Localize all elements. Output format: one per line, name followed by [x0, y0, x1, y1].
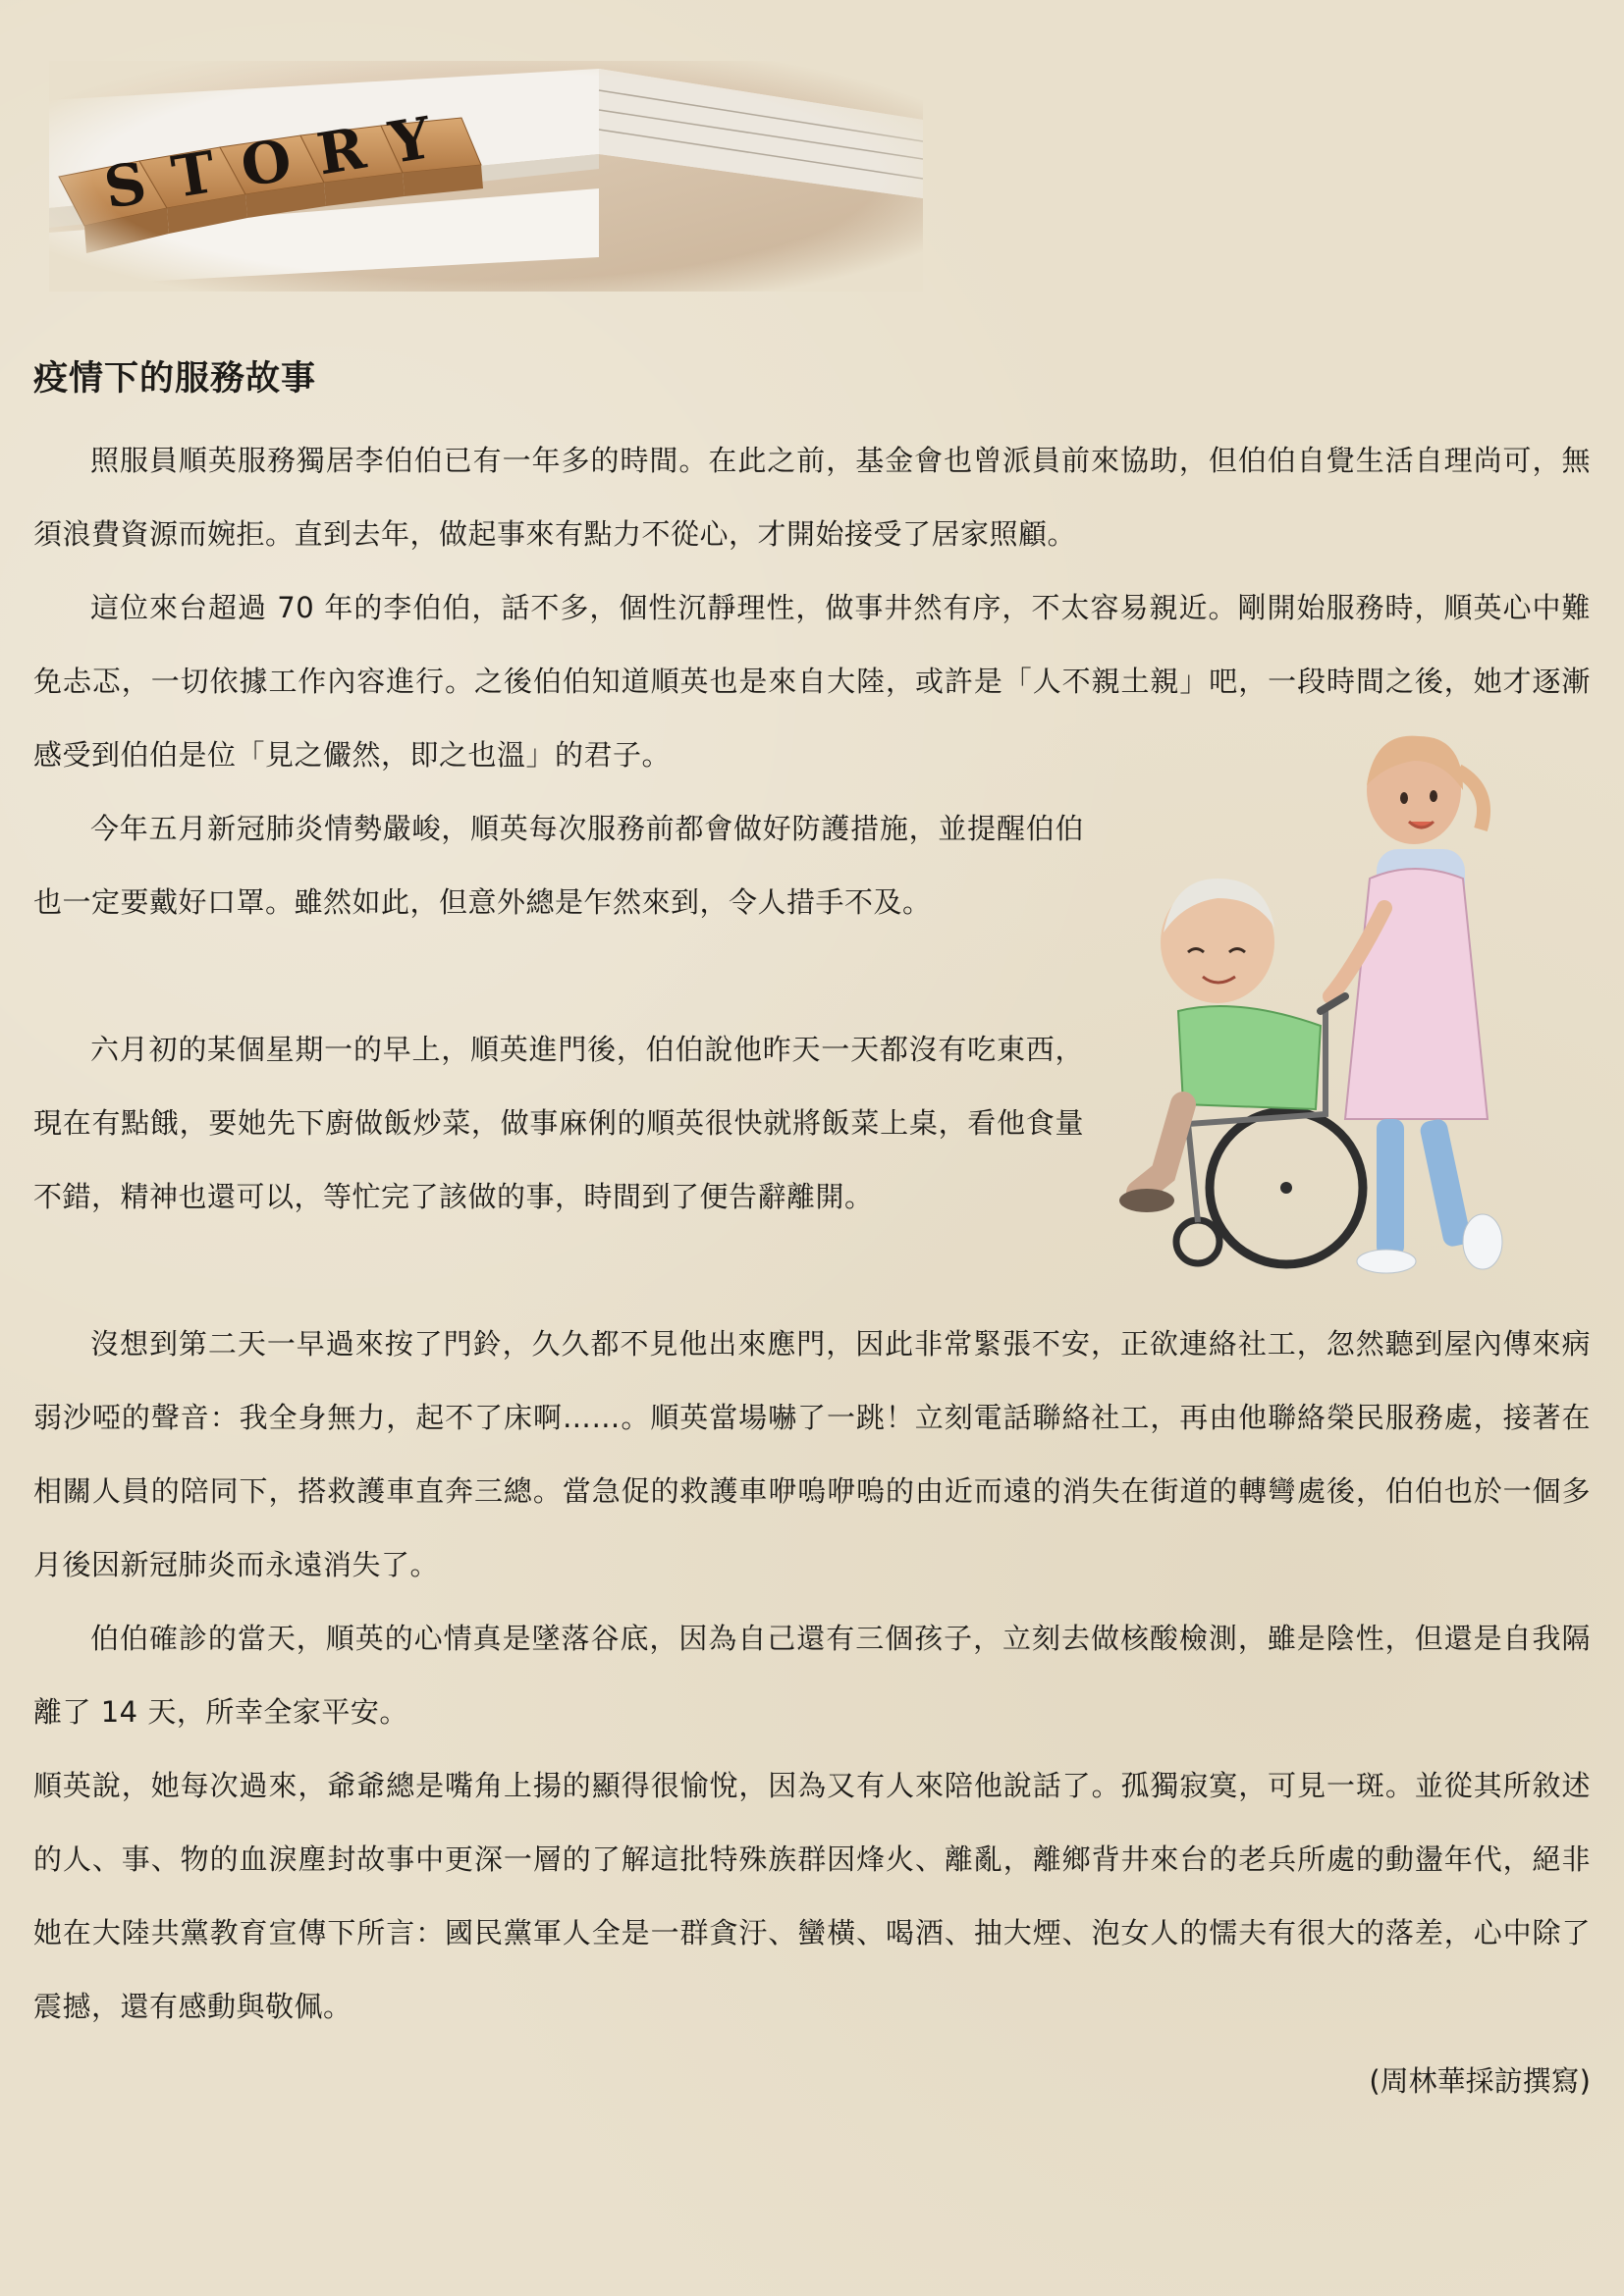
story-banner-image [49, 61, 923, 292]
paragraph-1: 照服員順英服務獨居李伯伯已有一年多的時間。在此之前，基金會也曾派員前來協助，但伯伯自覺生活自理尚可，無須浪費資源而婉拒。直到去年，做起事來有點力不從心，才開始接受了居家照顧。 [33, 444, 1591, 551]
caregiver-wheelchair-illustration [1119, 731, 1581, 1281]
paragraph-6: 伯伯確診的當天，順英的心情真是墜落谷底，因為自己還有三個孩子，立刻去做核酸檢測，雖是陰性，但還是自我隔離了 14 天，所幸全家平安。 [33, 1622, 1591, 1729]
paragraph-4: 六月初的某個星期一的早上，順英進門後，伯伯說他昨天一天都沒有吃東西，現在有點餓，要她先下廚做飯炒菜，做事麻俐的順英很快就將飯菜上桌，看他食量不錯，精神也還可以，等忙完了該做的事，時間到了便告辭離開。 [33, 1033, 1084, 1213]
article-title: 疫情下的服務故事 [33, 359, 317, 399]
paragraph-3: 今年五月新冠肺炎情勢嚴峻，順英每次服務前都會做好防護措施，並提醒伯伯也一定要戴好口罩。雖然如此，但意外總是乍然來到，令人措手不及。 [33, 812, 1084, 919]
paragraph-7: 順英說，她每次過來，爺爺總是嘴角上揚的顯得很愉悅，因為又有人來陪他說話了。孤獨寂寞，可見一斑。並從其所敘述的人、事、物的血淚塵封故事中更深一層的了解這批特殊族群因烽火、離亂，離鄉背井來台的老兵所處的動盪年代，絕非她在大陸共黨教育宣傳下所言：國民黨軍人全是一群貪汙、蠻橫、喝酒、抽大煙、泡女人的懦夫有很大的落差，心中除了震撼，還有感動與敬佩。 [33, 1769, 1591, 2023]
author-byline: (周林華採訪撰寫) [1369, 2064, 1591, 2098]
paragraph-2: 這位來台超過 70 年的李伯伯，話不多，個性沉靜理性，做事井然有序，不太容易親近。剛開始服務時，順英心中難免忐忑，一切依據工作內容進行。之後伯伯知道順英也是來自大陸，或許是「人不親土親」吧，一段時間之後，她才逐漸感受到伯伯是位「見之儼然，即之也溫」的君子。 [33, 591, 1591, 772]
paragraph-5: 沒想到第二天一早過來按了門鈴，久久都不見他出來應門，因此非常緊張不安，正欲連絡社工，忽然聽到屋內傳來病弱沙啞的聲音：我全身無力，起不了床啊……。順英當場嚇了一跳！立刻電話聯絡社工，再由他聯絡榮民服務處，接著在相關人員的陪同下，搭救護車直奔三總。當急促的救護車咿嗚咿嗚的由近而遠的消失在街道的轉彎處後，伯伯也於一個多月後因新冠肺炎而永遠消失了。 [33, 1327, 1591, 1581]
